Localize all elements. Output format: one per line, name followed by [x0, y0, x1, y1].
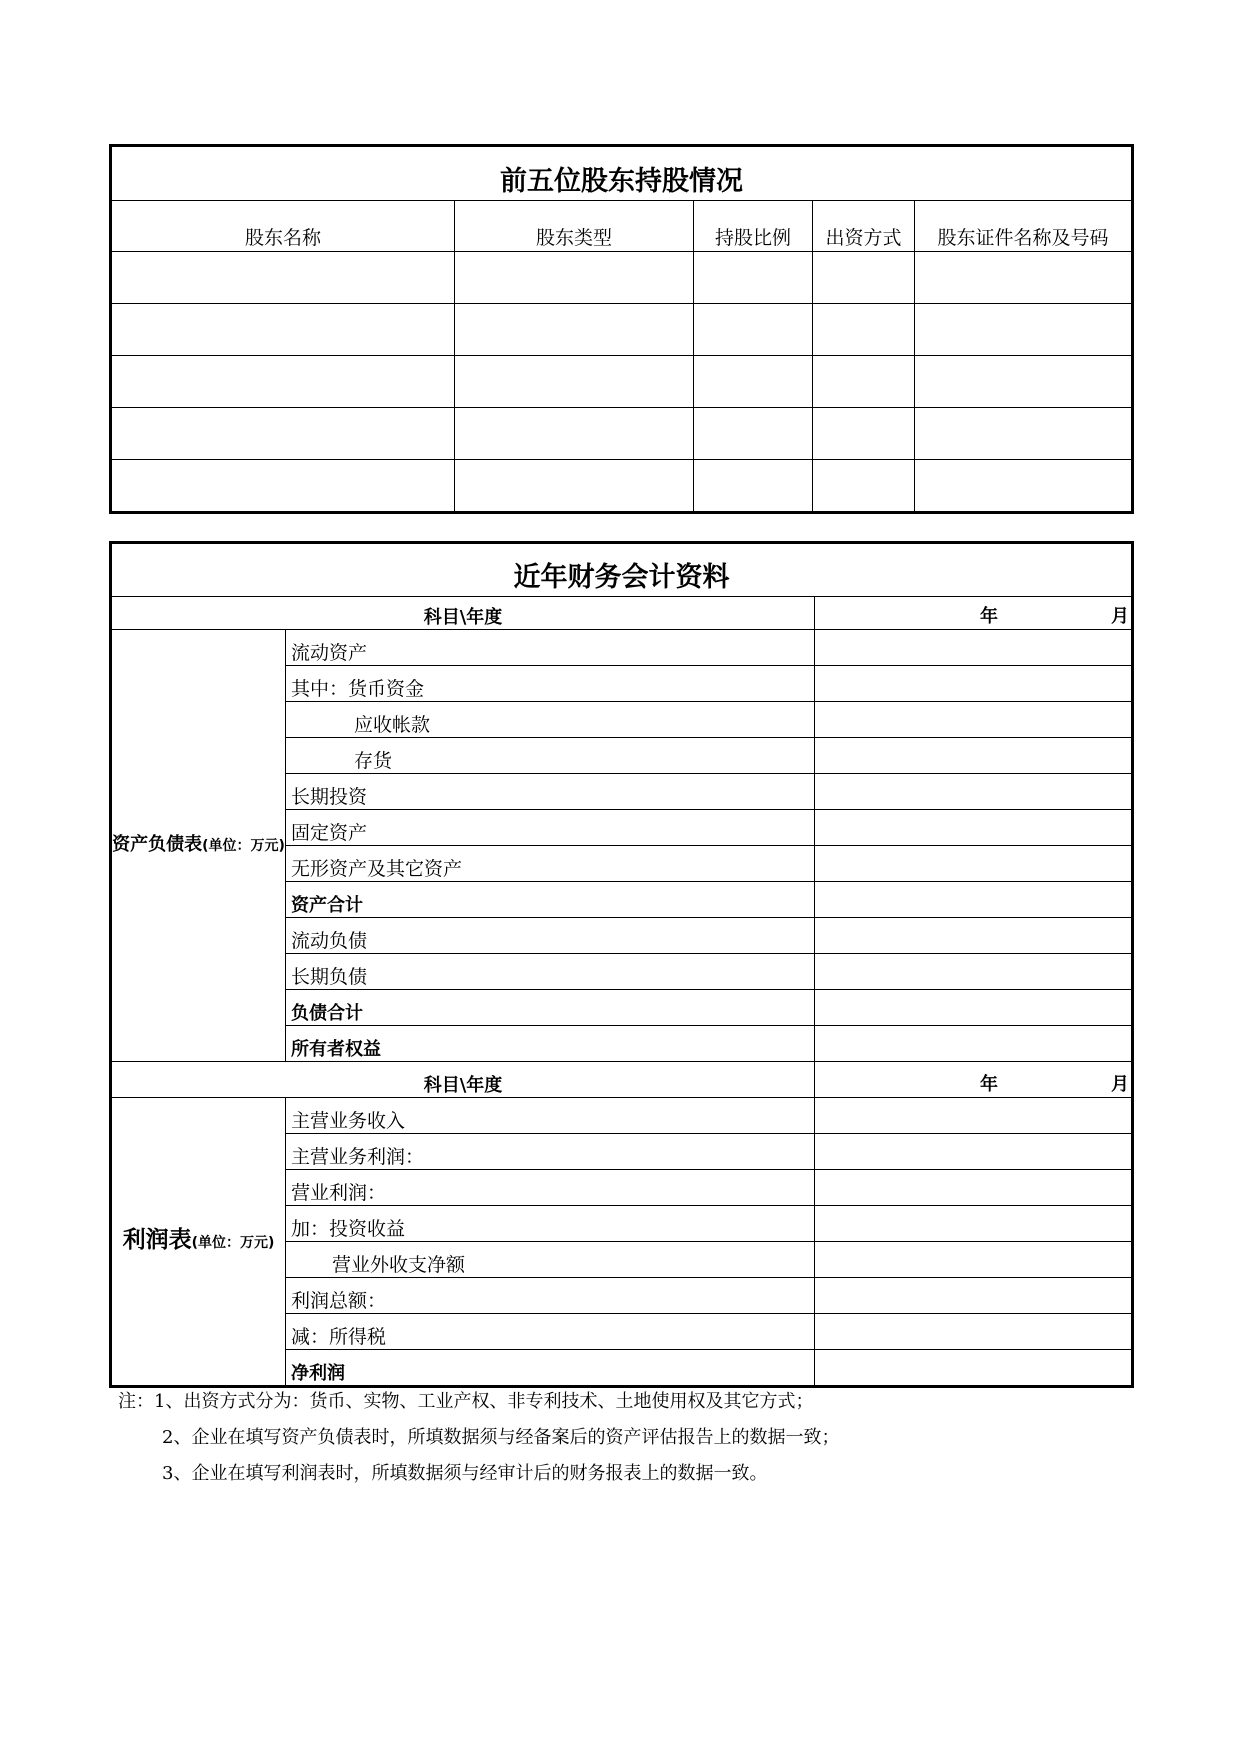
- input-cell[interactable]: [915, 304, 1132, 356]
- input-cell[interactable]: [815, 774, 1132, 810]
- input-cell[interactable]: [112, 252, 455, 304]
- input-cell[interactable]: [455, 408, 694, 460]
- input-cell[interactable]: [915, 356, 1132, 408]
- item-operating-profit: 营业利润：: [286, 1170, 815, 1206]
- shareholders-table: [111, 146, 1132, 512]
- item-income-tax: 减：所得税: [286, 1314, 815, 1350]
- input-cell[interactable]: [455, 356, 694, 408]
- input-cell[interactable]: [112, 460, 455, 512]
- balance-sheet-label: 资产负债表(单位：万元): [112, 630, 286, 1062]
- input-cell[interactable]: [694, 460, 813, 512]
- item-owners-equity: 所有者权益: [286, 1026, 815, 1062]
- table-row: [112, 408, 1132, 460]
- input-cell[interactable]: [694, 304, 813, 356]
- input-cell[interactable]: [815, 1278, 1132, 1314]
- header-contribution-method: 出资方式: [813, 201, 915, 252]
- item-investment-income: 加：投资收益: [286, 1206, 815, 1242]
- item-non-operating-net: 营业外收支净额: [286, 1242, 815, 1278]
- shareholders-title: 前五位股东持股情况: [112, 147, 1132, 201]
- input-cell[interactable]: [815, 1170, 1132, 1206]
- input-cell[interactable]: [694, 356, 813, 408]
- input-cell[interactable]: [694, 252, 813, 304]
- input-cell[interactable]: [815, 702, 1132, 738]
- item-current-liabilities: 流动负债: [286, 918, 815, 954]
- input-cell[interactable]: [815, 1098, 1132, 1134]
- item-fixed-assets: 固定资产: [286, 810, 815, 846]
- year-month-header-2: [815, 1062, 1132, 1098]
- input-cell[interactable]: [915, 460, 1132, 512]
- month-label: 月: [1111, 606, 1130, 627]
- input-cell[interactable]: [815, 954, 1132, 990]
- note-3: 3、企业在填写利润表时，所填数据须与经审计后的财务报表上的数据一致。: [162, 1463, 768, 1484]
- table-row: [112, 252, 1132, 304]
- item-total-liabilities: 负债合计: [286, 990, 815, 1026]
- item-long-term-investment: 长期投资: [286, 774, 815, 810]
- item-total-profit: 利润总额：: [286, 1278, 815, 1314]
- input-cell[interactable]: [813, 356, 915, 408]
- input-cell[interactable]: [815, 990, 1132, 1026]
- input-cell[interactable]: [813, 460, 915, 512]
- input-cell[interactable]: [815, 918, 1132, 954]
- input-cell[interactable]: [815, 1134, 1132, 1170]
- input-cell[interactable]: [694, 408, 813, 460]
- header-id-document: 股东证件名称及号码: [915, 201, 1132, 252]
- item-main-profit: 主营业务利润：: [286, 1134, 815, 1170]
- period-header: 科目\年度: [112, 597, 815, 630]
- item-monetary-funds: 其中：货币资金: [286, 666, 815, 702]
- input-cell[interactable]: [112, 304, 455, 356]
- input-cell[interactable]: [815, 666, 1132, 702]
- year-label: 年: [980, 1074, 998, 1095]
- input-cell[interactable]: [815, 1206, 1132, 1242]
- header-shareholder-name: 股东名称: [112, 201, 455, 252]
- header-shareholder-type: 股东类型: [455, 201, 694, 252]
- item-current-assets: 流动资产: [286, 630, 815, 666]
- input-cell[interactable]: [815, 1314, 1132, 1350]
- input-cell[interactable]: [455, 252, 694, 304]
- input-cell[interactable]: [455, 460, 694, 512]
- year-month-header: [815, 597, 1132, 630]
- input-cell[interactable]: [815, 630, 1132, 666]
- input-cell[interactable]: [815, 738, 1132, 774]
- table-row: [112, 356, 1132, 408]
- note-1: 注：1、出资方式分为：货币、实物、工业产权、非专利技术、土地使用权及其它方式；: [118, 1391, 814, 1412]
- income-statement-label: 利润表(单位：万元): [112, 1098, 286, 1386]
- input-cell[interactable]: [815, 846, 1132, 882]
- input-cell[interactable]: [915, 252, 1132, 304]
- item-accounts-receivable: 应收帐款: [286, 702, 815, 738]
- note-2: 2、企业在填写资产负债表时，所填数据须与经备案后的资产评估报告上的数据一致；: [162, 1427, 840, 1448]
- input-cell[interactable]: [112, 356, 455, 408]
- input-cell[interactable]: [455, 304, 694, 356]
- finance-title: 近年财务会计资料: [112, 544, 1132, 597]
- input-cell[interactable]: [815, 810, 1132, 846]
- input-cell[interactable]: [815, 1242, 1132, 1278]
- input-cell[interactable]: [815, 882, 1132, 918]
- input-cell[interactable]: [813, 252, 915, 304]
- input-cell[interactable]: [815, 1026, 1132, 1062]
- item-inventory: 存货: [286, 738, 815, 774]
- notes: [118, 1384, 839, 1492]
- input-cell[interactable]: [813, 408, 915, 460]
- period-header-2: 科目\年度: [112, 1062, 815, 1098]
- year-label: 年: [980, 606, 998, 627]
- item-main-revenue: 主营业务收入: [286, 1098, 815, 1134]
- input-cell[interactable]: [915, 408, 1132, 460]
- table-row: [112, 460, 1132, 512]
- month-label: 月: [1111, 1074, 1130, 1095]
- input-cell[interactable]: [813, 304, 915, 356]
- item-net-profit: 净利润: [286, 1350, 815, 1386]
- item-intangible-assets: 无形资产及其它资产: [286, 846, 815, 882]
- header-share-ratio: 持股比例: [694, 201, 813, 252]
- input-cell[interactable]: [112, 408, 455, 460]
- input-cell[interactable]: [815, 1350, 1132, 1386]
- table-row: [112, 304, 1132, 356]
- item-total-assets: 资产合计: [286, 882, 815, 918]
- item-long-term-liabilities: 长期负债: [286, 954, 815, 990]
- finance-table: [111, 543, 1132, 1386]
